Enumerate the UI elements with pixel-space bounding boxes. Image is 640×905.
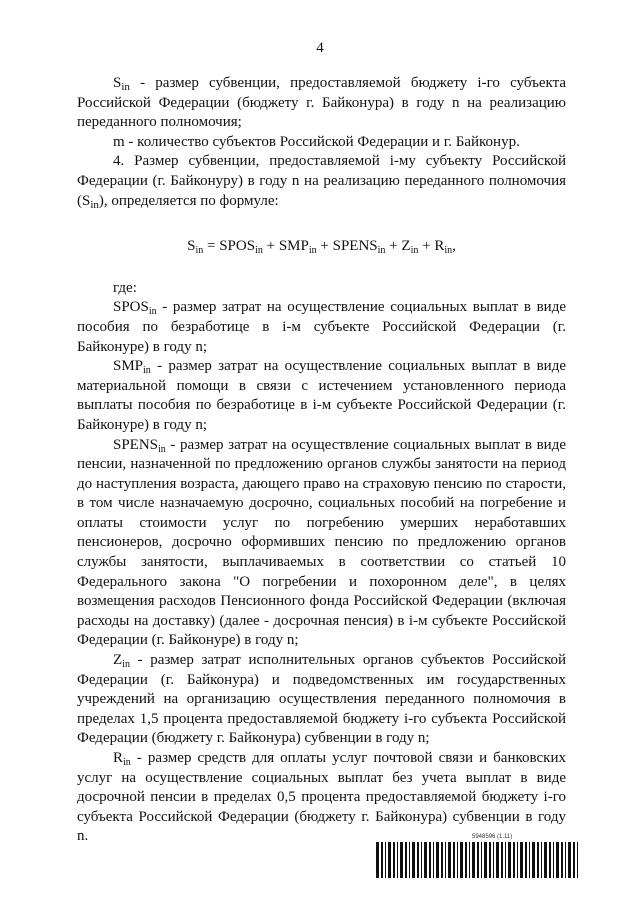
formula-subscript: in [410, 245, 419, 257]
paragraph-m-definition: m - количество субъектов Российской Федерации и г. Байконур. [113, 133, 520, 150]
var-smp: SMP [113, 358, 144, 375]
paragraph-item-4 [77, 152, 566, 211]
formula-operator: + [262, 238, 279, 255]
formula-term: SPENS [332, 238, 378, 255]
formula [77, 237, 566, 257]
formula-subscript: in [444, 245, 453, 257]
formula-term: SMP [278, 238, 309, 255]
paragraph-text: - размер субвенции, предоставляемой бюджету i-го субъекта Российской Федерации (бюджету г. Байконура) в году n на реализацию переданного полномочия; [77, 75, 566, 131]
paragraph-spos-definition [77, 298, 566, 357]
paragraph-z-definition [77, 651, 566, 749]
formula-subscript: in [377, 245, 386, 257]
paragraph-spens-definition [77, 436, 566, 652]
formula-operator: + [316, 238, 333, 255]
paragraph-text: - размер средств для оплаты услуг почтовой связи и банковских услуг на осуществление социальных выплат без учета выплат в виде досрочной пенсии в пределах 0,5 процента предоставляемой бюджету i-го субъекта Российской Федерации (бюджету г. Байконура) субвенции в году n. [77, 750, 566, 845]
var-z-subscript: in [122, 659, 130, 671]
var-spens: SPENS [113, 436, 159, 453]
paragraph-text: ), определяется по формуле: [98, 192, 279, 209]
var-s: S [82, 192, 91, 209]
formula-term: R [434, 238, 445, 255]
var-spos-subscript: in [148, 306, 157, 318]
formula-operator: , [452, 238, 456, 255]
var-r-subscript: in [123, 757, 131, 768]
formula-operator: + [418, 238, 435, 255]
formula-operator: + [385, 238, 402, 255]
where-label: где: [113, 279, 137, 296]
document-body [77, 74, 566, 847]
paragraph-text: - размер затрат на осуществление социальных выплат в виде пособия по безработице в i-м субъекте Российской Федерации (г. Байконуре) в году n; [77, 299, 566, 355]
var-spos: SPOS [113, 299, 149, 316]
var-z: Z [113, 652, 123, 669]
paragraph-r-definition [77, 749, 566, 847]
var-s-subscript: in [90, 198, 99, 211]
paragraph-text: 4. Размер субвенции, предоставляемой i-му субъекту Российской Федерации (г. Байконуру) в году n на реализацию переданного полномочия ( [77, 153, 566, 209]
page-number: 4 [316, 40, 324, 56]
formula-subscript: in [195, 245, 204, 257]
formula-subscript: in [255, 245, 263, 257]
formula-term: Z [401, 238, 411, 255]
var-spens-subscript: in [158, 443, 166, 455]
var-r: R [113, 750, 124, 766]
var-s: S [113, 75, 122, 91]
paragraph-smp-definition [77, 357, 566, 435]
formula-subscript: in [308, 245, 317, 257]
barcode-number: 5948596 (1.11) [472, 834, 513, 840]
formula-term: S [187, 238, 196, 255]
var-s-subscript: in [121, 81, 130, 93]
paragraph-text: - размер затрат исполнительных органов субъектов Российской Федерации (г. Байконура) и подведомственных им государственных учреждений на организацию осуществления переданного полномочия в пределах 1,5 процента предоставляемой бюджету i-го субъекта Российской Федерации (бюджету г. Байконура) субвенции в году n; [77, 652, 566, 747]
paragraph-s-definition [77, 74, 566, 133]
formula-operator: = [203, 238, 220, 255]
formula-term: SPOS [219, 238, 256, 255]
paragraph-text: - размер затрат на осуществление социальных выплат в виде материальной помощи в связи с истечением установленного периода выплаты пособия по безработице в i-м субъекте Российской Федерации (г. Байконуре) в году n; [77, 358, 566, 433]
paragraph-text: - размер затрат на осуществление социальных выплат в виде пенсии, назначенной по предложению органов службы занятости на период до наступления возраста, дающего право на страховую пенсию по старости, в том числе назначаемую досрочно, социальных пособий на погребение и оплаты стоимости услуг по погребению умерших неработавших пенсионеров, досрочно оформивших пенсию по предложению органов службы занятости, выплачиваемых в соответствии со статьей 10 Федерального закона "О погребении и похоронном деле", в целях возмещения расходов Пенсионного фонда Российской Федерации (включая расходы на доставку) (далее - досрочная пенсия) в i-м субъекте Российской Федерации (г. Байконуре) в году n; [77, 436, 566, 649]
barcode-icon [376, 842, 580, 878]
var-smp-subscript: in [143, 365, 151, 377]
